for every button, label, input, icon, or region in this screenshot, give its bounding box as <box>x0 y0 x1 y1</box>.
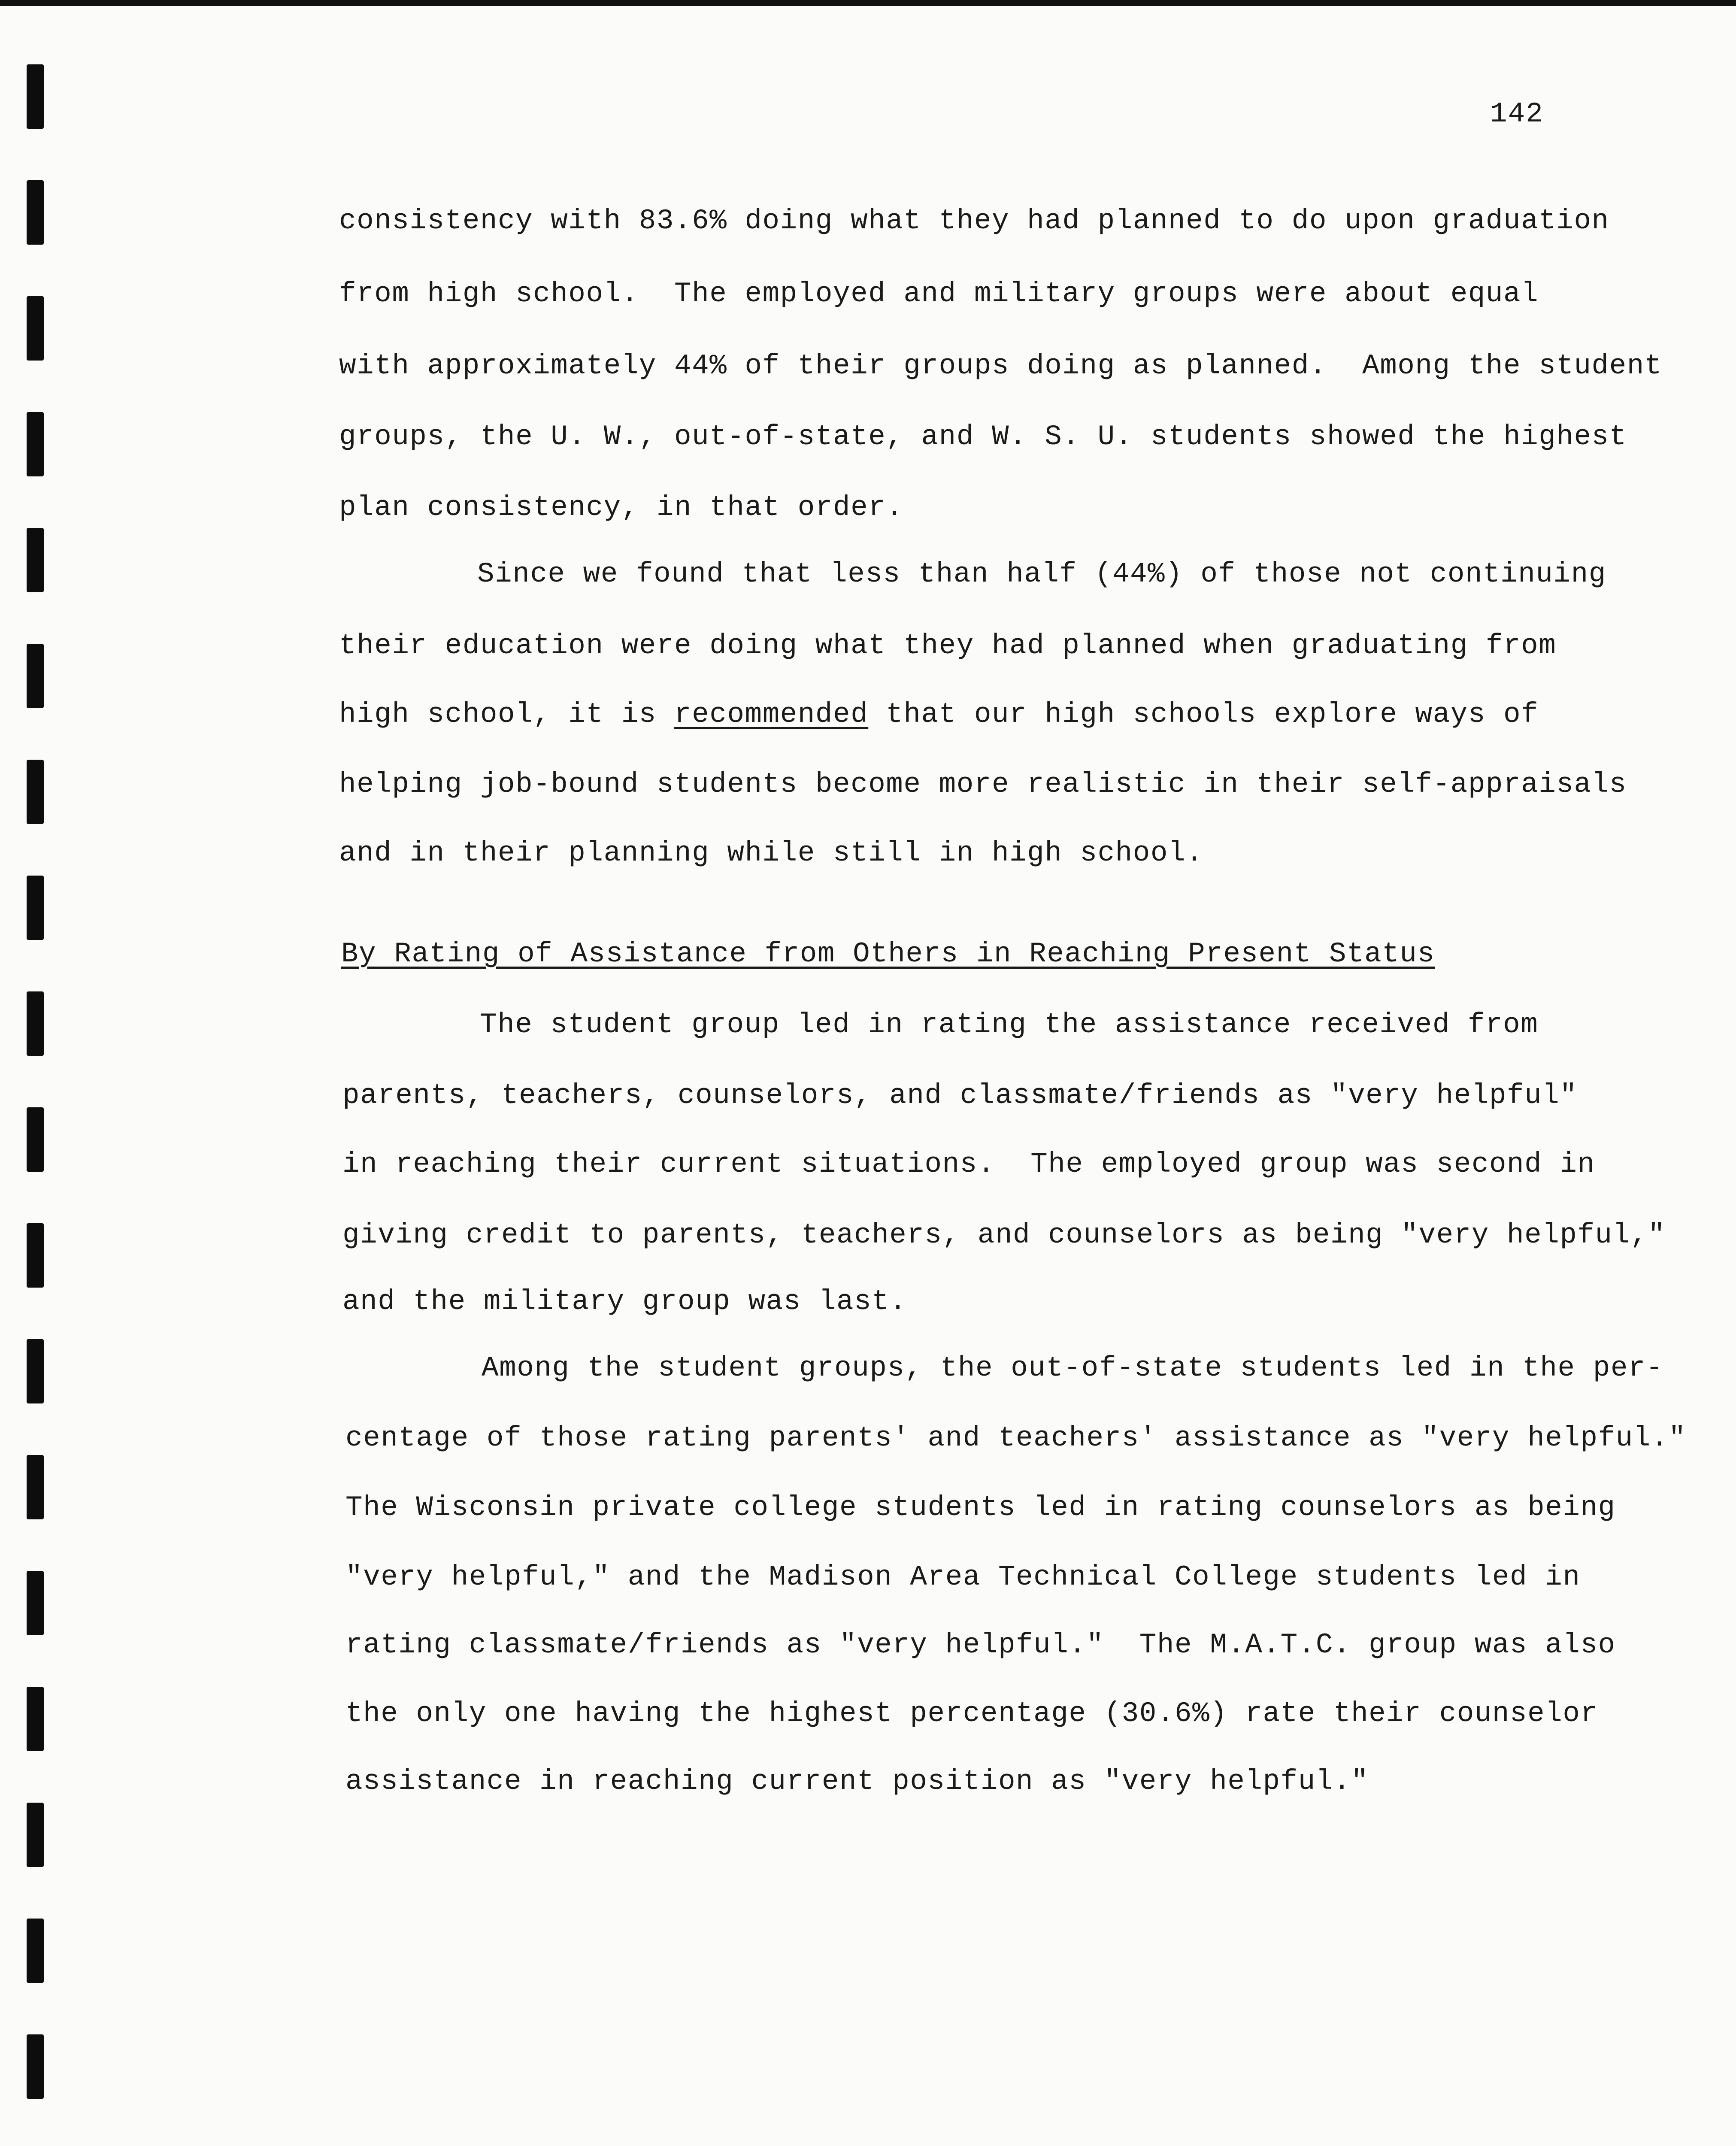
page-number: 142 <box>1490 98 1544 130</box>
paragraph1-line: groups, the U. W., out-of-state, and W. S. U. students showed the highest <box>339 421 1627 453</box>
paragraph1-line: plan consistency, in that order. <box>339 491 904 524</box>
paragraph2-line: their education were doing what they had planned when graduating from <box>339 630 1557 662</box>
binding-hole <box>27 1687 44 1751</box>
paragraph3-line: and the military group was last. <box>342 1285 907 1318</box>
binding-hole <box>27 876 44 940</box>
paragraph2-line: and in their planning while still in high school. <box>339 837 1204 869</box>
binding-hole <box>27 64 44 129</box>
binding-hole <box>27 528 44 592</box>
paragraph4-line: Among the student groups, the out-of-state students led in the per- <box>482 1352 1664 1384</box>
paragraph4-line: the only one having the highest percentage (30.6%) rate their counselor <box>345 1697 1598 1730</box>
page-top-edge <box>0 0 1736 6</box>
paragraph3-line: parents, teachers, counselors, and classmate/friends as "very helpful" <box>342 1079 1578 1112</box>
paragraph1-line: from high school. The employed and military groups were about equal <box>339 278 1539 310</box>
line-text: high school, it is <box>339 698 675 730</box>
paragraph3-line: in reaching their current situations. The employed group was second in <box>342 1148 1595 1180</box>
paragraph4-line: assistance in reaching current position as "very helpful." <box>345 1765 1369 1797</box>
paragraph3-line: The student group led in rating the assistance received from <box>480 1009 1539 1041</box>
binding-hole <box>27 1107 44 1172</box>
binding-holes <box>0 0 60 2146</box>
binding-hole <box>27 1339 44 1403</box>
paragraph4-line: centage of those rating parents' and teachers' assistance as "very helpful." <box>345 1422 1687 1454</box>
section-heading: By Rating of Assistance from Others in Reaching Present Status <box>341 938 1435 970</box>
binding-hole <box>27 1803 44 1867</box>
paragraph4-line: rating classmate/friends as "very helpful." The M.A.T.C. group was also <box>345 1629 1616 1661</box>
binding-hole <box>27 296 44 361</box>
binding-hole <box>27 180 44 245</box>
binding-hole <box>27 991 44 1056</box>
paragraph4-line: The Wisconsin private college students led in rating counselors as being <box>345 1491 1616 1524</box>
binding-hole <box>27 1455 44 1519</box>
recommended-emphasis: recommended <box>674 698 869 730</box>
paragraph2-line: helping job-bound students become more realistic in their self-appraisals <box>339 768 1627 800</box>
binding-hole <box>27 2034 44 2099</box>
paragraph2-line <box>339 700 1539 729</box>
paragraph3-line: giving credit to parents, teachers, and counselors as being "very helpful," <box>342 1219 1666 1251</box>
paragraph2-line: Since we found that less than half (44%) of those not continuing <box>477 558 1606 590</box>
binding-hole <box>27 1223 44 1288</box>
binding-hole <box>27 760 44 824</box>
line-text: that our high schools explore ways of <box>868 698 1539 730</box>
binding-hole <box>27 1919 44 1983</box>
binding-hole <box>27 644 44 708</box>
paragraph1-line: with approximately 44% of their groups doing as planned. Among the student <box>339 350 1662 382</box>
binding-hole <box>27 412 44 476</box>
paragraph1-line: consistency with 83.6% doing what they had planned to do upon graduation <box>339 205 1609 237</box>
binding-hole <box>27 1571 44 1635</box>
paragraph4-line: "very helpful," and the Madison Area Technical College students led in <box>345 1561 1581 1593</box>
